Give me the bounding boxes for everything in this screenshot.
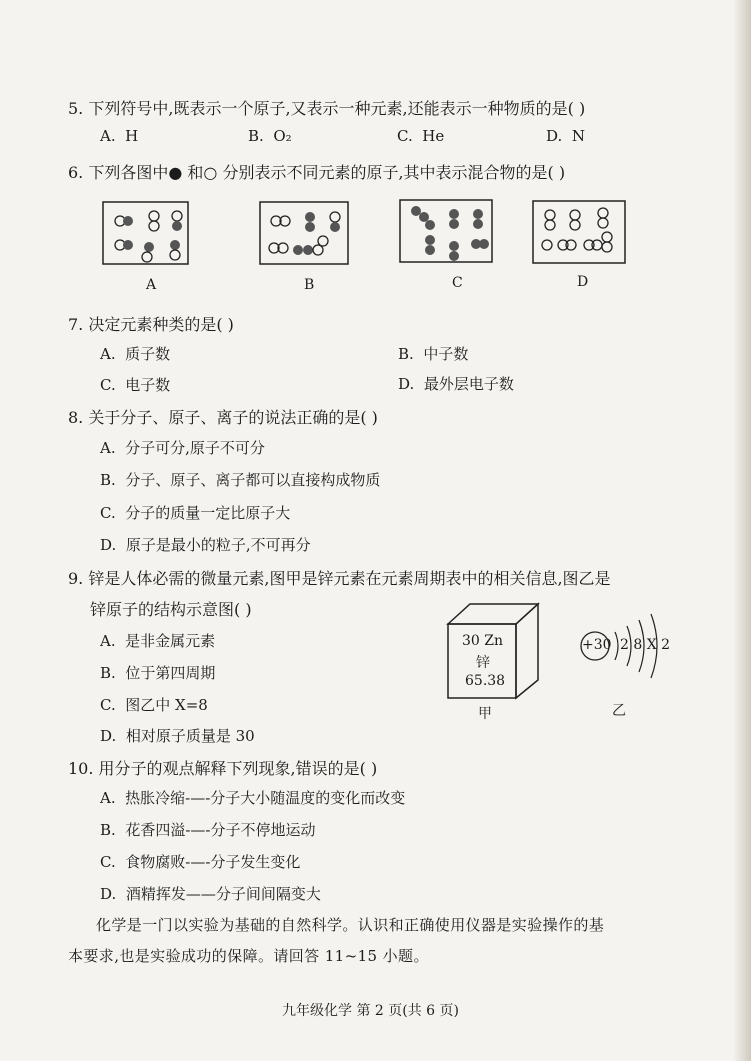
question-6-stem: 6. 下列各图中● 和○ 分别表示不同元素的原子,其中表示混合物的是( ) <box>68 163 566 182</box>
q6-label-c: C <box>452 275 463 291</box>
q8-option-a: A. 分子可分,原子不可分 <box>100 439 265 457</box>
q6-label-d: D <box>577 274 589 290</box>
q9-option-d: D. 相对原子质量是 30 <box>100 727 255 745</box>
q5-option-c: C. He <box>397 127 445 145</box>
intro-line-1: 化学是一门以实验为基础的自然科学。认识和正确使用仪器是实验操作的基 <box>96 916 605 934</box>
q6-label-b: B <box>304 277 315 293</box>
zinc-name: 锌 <box>476 655 490 671</box>
zinc-mass: 65.38 <box>465 673 506 689</box>
q8-option-d: D. 原子是最小的粒子,不可再分 <box>100 536 311 554</box>
question-9-stem-line2: 锌原子的结构示意图( ) <box>90 600 252 619</box>
question-10-stem: 10. 用分子的观点解释下列现象,错误的是( ) <box>68 759 378 778</box>
atom-shell-electrons: 2 8 X 2 <box>620 637 671 653</box>
question-7-stem: 7. 决定元素种类的是( ) <box>68 315 234 334</box>
zinc-card-label: 甲 <box>478 706 492 722</box>
q7-option-b: B. 中子数 <box>398 345 469 363</box>
q9-option-b: B. 位于第四周期 <box>100 664 216 682</box>
q10-option-d: D. 酒精挥发——分子间间隔变大 <box>100 885 321 903</box>
q6-box-b <box>260 202 348 264</box>
question-9-stem-line1: 9. 锌是人体必需的微量元素,图甲是锌元素在元素周期表中的相关信息,图乙是 <box>68 569 611 588</box>
page-footer: 九年级化学 第 2 页(共 6 页) <box>282 1003 459 1019</box>
q10-option-b: B. 花香四溢-—-分子不停地运动 <box>100 821 316 839</box>
q9-option-a: A. 是非金属元素 <box>100 632 216 650</box>
q6-box-d <box>533 201 625 263</box>
q5-option-d: D. N <box>546 127 585 145</box>
q8-option-b: B. 分子、原子、离子都可以直接构成物质 <box>100 471 381 489</box>
page-edge-shadow <box>733 0 751 1061</box>
q7-option-a: A. 质子数 <box>100 345 171 363</box>
q8-option-c: C. 分子的质量一定比原子大 <box>100 504 291 522</box>
q6-diagrams <box>95 195 640 275</box>
zinc-number-symbol: 30 Zn <box>462 633 504 649</box>
q9-option-c: C. 图乙中 X=8 <box>100 696 208 714</box>
q10-option-c: C. 食物腐败-—-分子发生变化 <box>100 853 301 871</box>
question-5-stem: 5. 下列符号中,既表示一个原子,又表示一种元素,还能表示一种物质的是( ) <box>68 99 586 118</box>
q10-option-a: A. 热胀冷缩-—-分子大小随温度的变化而改变 <box>100 789 406 807</box>
atom-diagram-label: 乙 <box>612 703 626 719</box>
question-8-stem: 8. 关于分子、原子、离子的说法正确的是( ) <box>68 408 378 427</box>
q6-box-c <box>400 200 492 262</box>
q7-option-d: D. 最外层电子数 <box>398 375 514 393</box>
q6-label-a: A <box>146 277 157 293</box>
q5-option-a: A. H <box>100 127 139 145</box>
q5-option-b: B. O₂ <box>248 127 292 145</box>
q6-box-a <box>103 202 188 264</box>
intro-line-2: 本要求,也是实验成功的保障。请回答 11~15 小题。 <box>68 947 429 965</box>
q7-option-c: C. 电子数 <box>100 376 171 394</box>
atom-nucleus-charge: +30 <box>582 637 612 653</box>
